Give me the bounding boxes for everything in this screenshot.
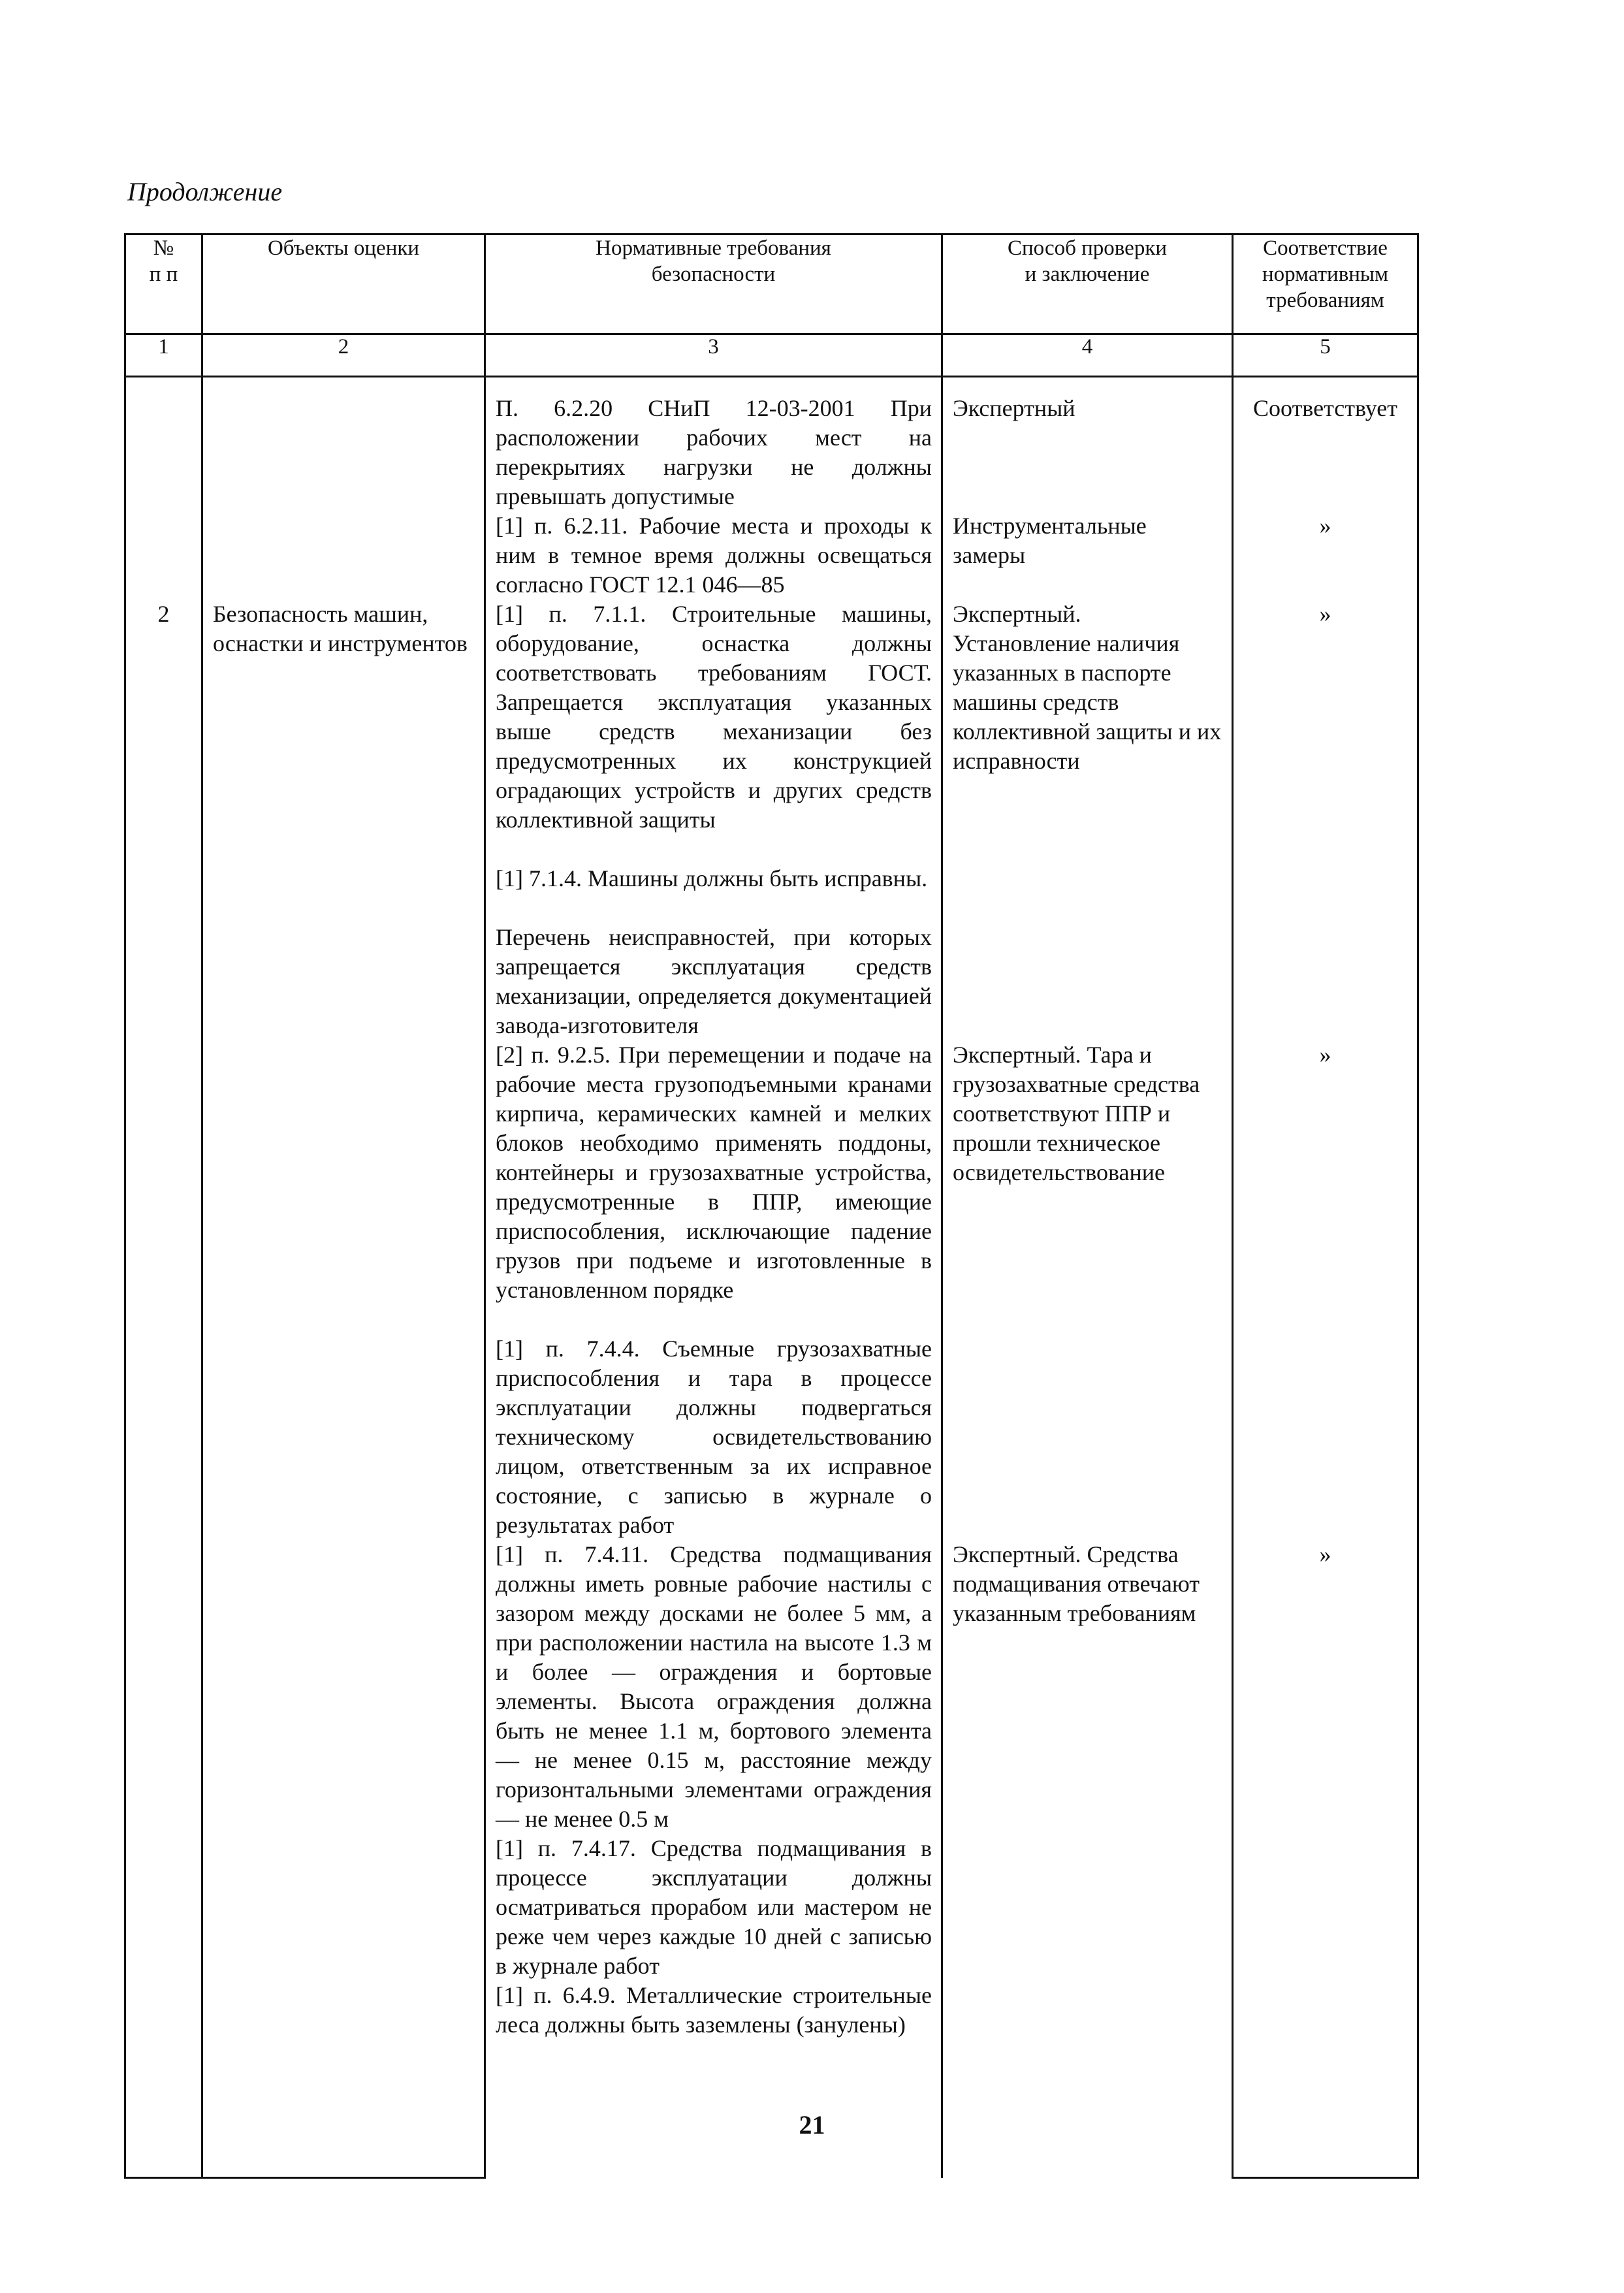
ditto-mark: » [1319,1541,1331,1567]
header-requirements: Нормативные требования безопасности [485,234,942,334]
header-method: Способ проверки и заключение [942,234,1233,334]
method-text: Экспертный. Средства подмащивания отвечают указанным требованиям [953,1541,1200,1626]
requirement-text: [1] п. 6.2.11. Рабочие места и проходы к ним в темное время должны освещаться согласно ГОСТ 12.1 046—85 [496,513,932,598]
column-number: 5 [1233,334,1418,377]
ditto-mark: » [1319,513,1331,539]
requirement-text: [1] 7.1.4. Машины должны быть исправны. [496,865,928,891]
column-number-row [125,334,1418,377]
method-cell [942,377,1233,2178]
requirement-text: П. 6.2.20 СНиП 12-03-2001 При расположении рабочих мест на перекрытиях нагрузки не должны превышать допустимые [496,395,932,509]
column-number: 2 [202,334,485,377]
header-number: № п п [125,234,202,334]
ditto-mark: » [1319,601,1331,627]
requirement-text: Перечень неисправностей, при которых запрещается эксплуатация средств механизации, определяется документацией завода-изготовителя [496,924,932,1038]
method-text: Экспертный [953,395,1075,421]
item-number: 2 [157,601,170,627]
object-cell [202,377,485,2178]
method-text: Инструментальные замеры [953,513,1147,568]
requirement-text: [1] п. 7.4.11. Средства подмащивания должны иметь ровные рабочие настилы с зазором между досками не более 5 мм, а при расположении настила на высоте 1.3 м и более — ограждения и бортовые элементы. Высота ограждения должна быть не менее 1.1 м, бортового элемента — не менее 0.15 м, расстояние между горизонтальными элементами ограждения — не менее 0.5 м [496,1541,932,1832]
method-text: Экспертный. Тара и грузозахватные средства соответствуют ППР и прошли техническое освидетельствование [953,1042,1200,1185]
page-number: 21 [799,2110,825,2140]
requirement-text: [1] п. 7.4.4. Съемные грузозахватные приспособления и тара в процессе эксплуатации должны подвергаться техническому освидетельствованию лицом, ответственным за их исправное состояние, с записью в журнале о результатах работ [496,1336,932,1538]
compliance-value: Соответствует [1253,395,1397,421]
requirement-text: [2] п. 9.2.5. При перемещении и подаче на рабочие места грузоподъемными кранами кирпича, керамических камней и мелких блоков необходимо применять поддоны, контейнеры и грузозахватные устройства, предусмотренные в ППР, имеющие приспособления, исключающие падение грузов при подъеме и изготовленные в установленном порядке [496,1042,932,1303]
ditto-mark: » [1319,1042,1331,1068]
method-text: Экспертный. Установление наличия указанных в паспорте машины средств коллективной защиты и их исправности [953,601,1222,774]
continuation-label: Продолжение [127,177,283,206]
header-objects: Объекты оценки [202,234,485,334]
requirements-cell [485,377,942,2178]
compliance-cell [1233,377,1418,2178]
table-row [125,377,1418,2178]
column-number: 3 [485,334,942,377]
column-number: 1 [125,334,202,377]
requirement-text: [1] п. 7.4.17. Средства подмащивания в процессе эксплуатации должны осматриваться прорабом или мастером не реже чем через каждые 10 дней с записью в журнале работ [496,1835,932,1979]
requirement-text: [1] п. 6.4.9. Металлические строительные леса должны быть заземлены (занулены) [496,1982,932,2038]
header-compliance: Соответствие нормативным требованиям [1233,234,1418,334]
item-object: Безопасность машин, оснастки и инструментов [213,601,468,656]
requirements-table [124,233,1419,2179]
column-number: 4 [942,334,1233,377]
table-header-row [125,234,1418,334]
requirement-text: [1] п. 7.1.1. Строительные машины, оборудование, оснастка должны соответствовать требованиям ГОСТ. Запрещается эксплуатация указанных выше средств механизации без предусмотренных их конструкцией оградающих устройств и других средств коллективной защиты [496,601,932,833]
number-cell [125,377,202,2178]
